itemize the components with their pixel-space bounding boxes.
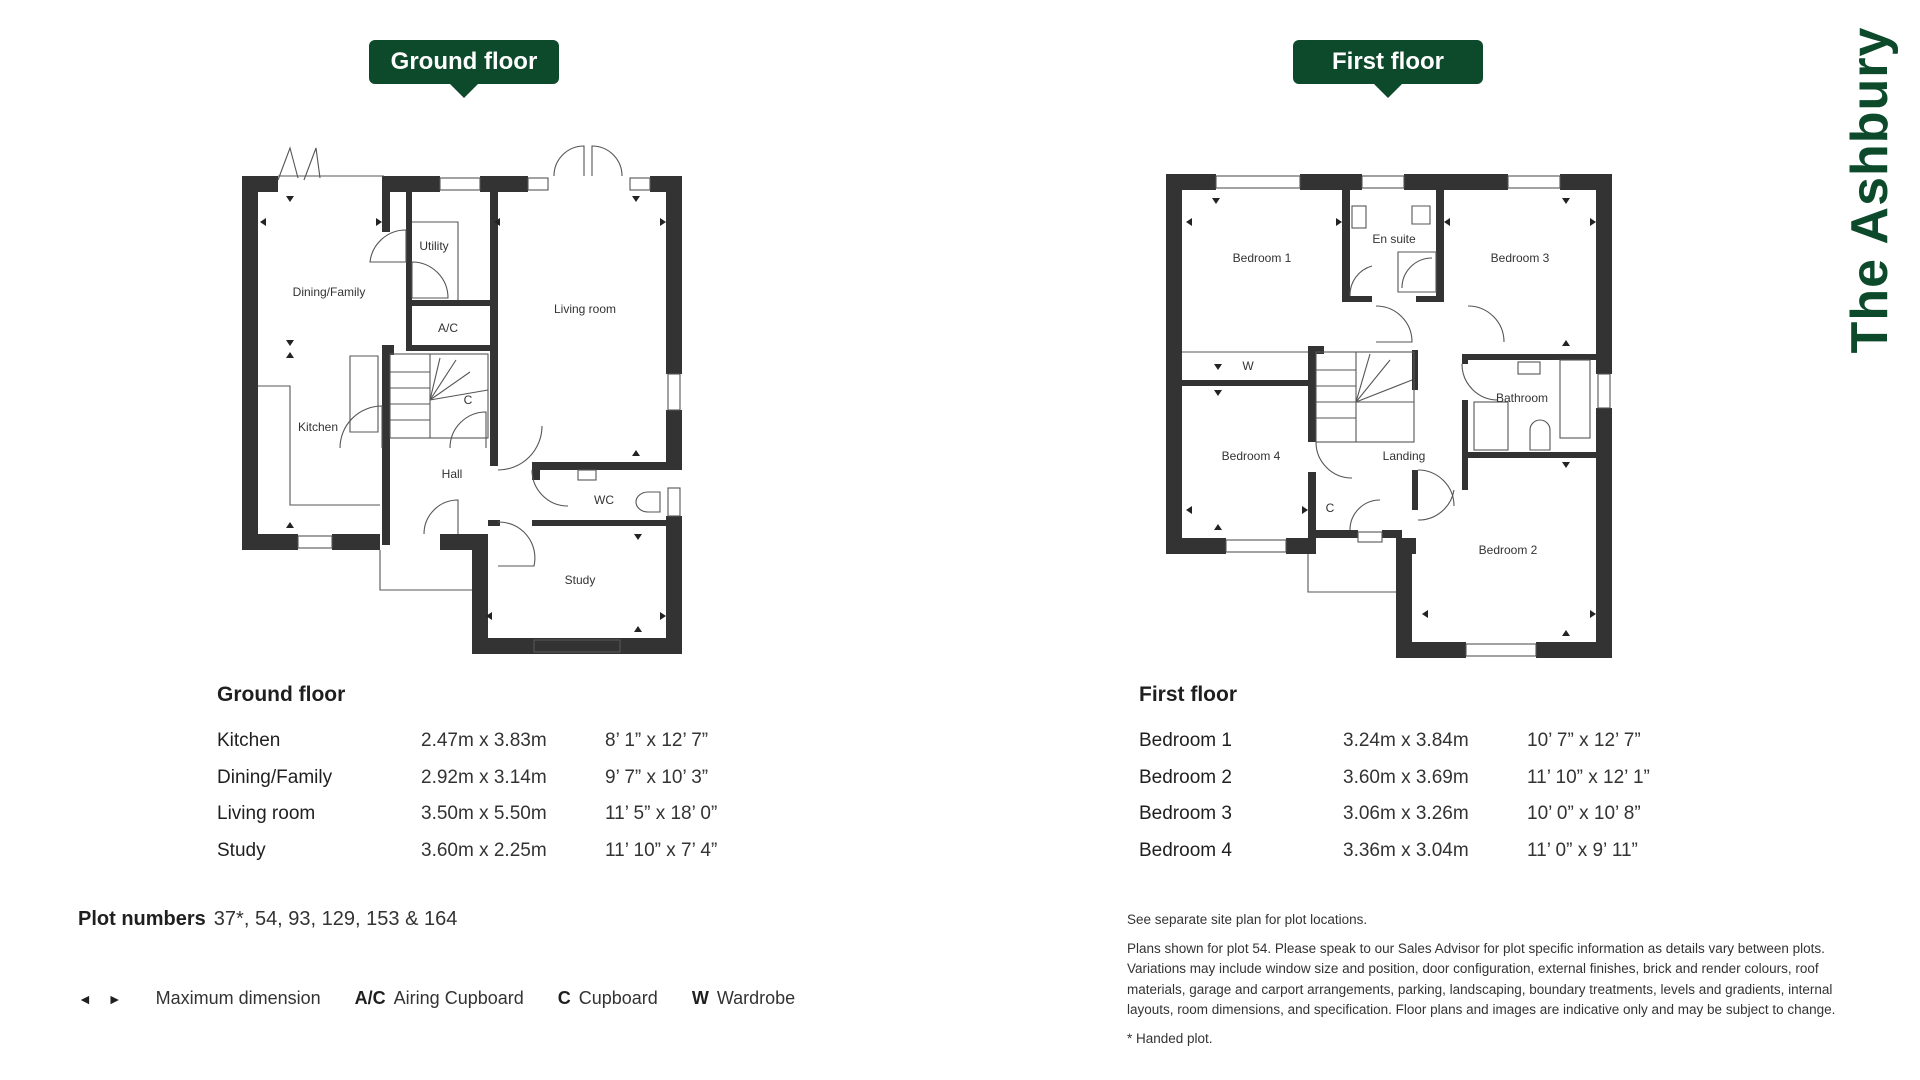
first-floor-dimensions xyxy=(1139,683,1650,869)
room-landing: Landing xyxy=(1382,449,1426,463)
wall xyxy=(242,534,298,550)
wall xyxy=(1396,546,1412,658)
wall xyxy=(532,470,540,480)
wall xyxy=(666,410,682,464)
wall xyxy=(1308,472,1316,538)
legend-c-key: C xyxy=(557,988,571,1008)
legend-max-dimension: Maximum dimension xyxy=(155,988,321,1008)
plot-numbers-label: Plot numbers xyxy=(78,908,206,930)
first-floor-tag xyxy=(1293,40,1483,84)
note-disclaimer: Plans shown for plot 54. Please speak to our Sales Advisor for plot specific information as details vary between plots. Variations may include window size and position, door configuration, external finishes, brick and render colours, roof materials, garage and carport arrangements, parking, landscaping, boundary treatments, levels and gradients, internal layouts, room dimensions, and specification. Floor plans and images are indicative only and may be subject to change. xyxy=(1127,940,1836,1017)
wall xyxy=(1462,354,1468,364)
ground-floor-dimensions xyxy=(217,683,717,869)
room-wardrobe: W xyxy=(1242,359,1254,373)
legend-w-key: W xyxy=(691,988,709,1008)
dim-imperial: 9’ 7” x 10’ 3” xyxy=(605,766,709,788)
dim-room: Dining/Family xyxy=(217,766,333,788)
wall xyxy=(1462,452,1596,458)
legend-ac-key: A/C xyxy=(354,988,386,1008)
wall xyxy=(332,534,380,550)
dim-metric: 3.36m x 3.04m xyxy=(1343,839,1469,861)
wall xyxy=(406,300,496,306)
notes xyxy=(1127,910,1867,1057)
wall xyxy=(488,520,500,526)
dim-metric: 3.50m x 5.50m xyxy=(421,803,547,825)
table-row xyxy=(217,796,717,833)
wall xyxy=(1166,174,1216,190)
plot-numbers-value: 37*, 54, 93, 129, 153 & 164 xyxy=(213,908,458,930)
dim-imperial: 10’ 0” x 10’ 8” xyxy=(1527,803,1641,825)
room-dining-family: Dining/Family xyxy=(292,285,366,299)
window xyxy=(298,536,332,548)
room-en-suite: En suite xyxy=(1372,232,1416,246)
dim-metric: 2.92m x 3.14m xyxy=(421,766,547,788)
room-bedroom-3: Bedroom 3 xyxy=(1490,251,1550,265)
room-living-room: Living room xyxy=(553,302,617,316)
first-floor-tag-label: First floor xyxy=(1332,48,1444,75)
wall xyxy=(1536,642,1612,658)
legend xyxy=(78,988,829,1009)
wall xyxy=(1342,190,1350,302)
wall xyxy=(1308,346,1324,354)
wall xyxy=(480,176,528,192)
ground-floor-dimensions-title: Ground floor xyxy=(217,683,346,706)
room-bedroom-4: Bedroom 4 xyxy=(1221,449,1281,463)
wall xyxy=(1182,380,1310,386)
plot-numbers xyxy=(78,908,457,931)
wall xyxy=(406,345,496,351)
table-row xyxy=(217,723,717,760)
wall xyxy=(1462,354,1596,360)
room-study: Study xyxy=(564,573,596,587)
window xyxy=(668,488,680,516)
room-bathroom: Bathroom xyxy=(1495,391,1549,405)
legend-c-label: Cupboard xyxy=(578,988,658,1008)
dim-room: Bedroom 2 xyxy=(1139,766,1232,788)
wall xyxy=(1396,642,1466,658)
wall xyxy=(666,176,682,374)
ground-floor-tag-label: Ground floor xyxy=(390,48,538,75)
wall xyxy=(1166,174,1182,554)
room-utility: Utility xyxy=(419,239,449,253)
note-handed-plot: * Handed plot. xyxy=(1127,1030,1213,1046)
wall xyxy=(1166,538,1226,554)
wall xyxy=(650,176,682,192)
dim-imperial: 11’ 5” x 18’ 0” xyxy=(605,803,718,825)
table-row xyxy=(1139,723,1650,760)
table-row xyxy=(1139,833,1650,870)
wall xyxy=(532,520,682,526)
wall xyxy=(472,534,488,654)
wall xyxy=(1412,350,1418,390)
dimension-arrows-icon: ◄ ► xyxy=(78,990,128,1007)
wall xyxy=(532,462,682,470)
wall xyxy=(382,345,394,355)
legend-ac-label: Airing Cupboard xyxy=(393,988,524,1008)
wall xyxy=(1560,174,1612,190)
window xyxy=(440,178,480,190)
wall xyxy=(490,176,498,466)
window xyxy=(534,640,620,652)
room-bedroom-2: Bedroom 2 xyxy=(1478,543,1538,557)
wall xyxy=(1308,530,1358,538)
table-row xyxy=(217,760,717,797)
brand-title-text: The Ashbury xyxy=(1841,26,1899,354)
note-site-plan: See separate site plan for plot locations. xyxy=(1127,912,1368,927)
wall xyxy=(1396,538,1416,554)
window xyxy=(668,374,680,410)
wall xyxy=(1596,174,1612,374)
dim-room: Study xyxy=(217,839,266,861)
dim-metric: 3.24m x 3.84m xyxy=(1343,730,1469,752)
wall xyxy=(472,638,682,654)
wall xyxy=(242,176,258,550)
ground-floor-tag xyxy=(369,40,559,84)
wall xyxy=(242,176,278,192)
wall xyxy=(1308,352,1316,442)
room-airing-cupboard: A/C xyxy=(437,321,459,335)
table-row xyxy=(217,833,717,870)
wall xyxy=(382,355,390,545)
table-row xyxy=(1139,760,1650,797)
dim-imperial: 11’ 0” x 9’ 11” xyxy=(1527,839,1638,861)
dim-metric: 3.60m x 2.25m xyxy=(421,839,547,861)
dim-metric: 3.60m x 3.69m xyxy=(1343,766,1469,788)
room-cupboard: C xyxy=(463,393,473,407)
first-floor-dimensions-title: First floor xyxy=(1139,683,1237,706)
wall xyxy=(440,534,488,550)
table-row xyxy=(1139,796,1650,833)
wall xyxy=(1300,174,1362,190)
dim-metric: 2.47m x 3.83m xyxy=(421,730,547,752)
wall xyxy=(1404,174,1508,190)
dim-room: Bedroom 4 xyxy=(1139,839,1232,861)
wall xyxy=(1342,296,1372,302)
wall xyxy=(1382,530,1402,538)
dim-room: Kitchen xyxy=(217,730,281,752)
room-bedroom-1: Bedroom 1 xyxy=(1232,251,1292,265)
wall xyxy=(382,176,390,232)
wall xyxy=(1596,408,1612,658)
dim-imperial: 11’ 10” x 12’ 1” xyxy=(1527,766,1650,788)
wall xyxy=(384,176,440,192)
room-hall: Hall xyxy=(441,467,463,481)
room-cupboard-first: C xyxy=(1325,501,1335,515)
dim-imperial: 8’ 1” x 12’ 7” xyxy=(605,730,709,752)
legend-w-label: Wardrobe xyxy=(716,988,796,1008)
wall xyxy=(1436,190,1444,302)
room-kitchen: Kitchen xyxy=(297,420,339,434)
wall xyxy=(1286,538,1316,554)
dim-room: Bedroom 1 xyxy=(1139,730,1232,752)
dim-room: Living room xyxy=(217,803,316,825)
dim-metric: 3.06m x 3.26m xyxy=(1343,803,1469,825)
wall xyxy=(406,192,412,348)
wall xyxy=(1462,400,1468,490)
dim-imperial: 11’ 10” x 7’ 4” xyxy=(605,839,718,861)
room-wc: WC xyxy=(594,493,614,507)
wall xyxy=(1416,296,1444,302)
dim-imperial: 10’ 7” x 12’ 7” xyxy=(1527,730,1641,752)
wall xyxy=(666,516,682,654)
dim-room: Bedroom 3 xyxy=(1139,803,1232,825)
wall xyxy=(1412,470,1418,510)
